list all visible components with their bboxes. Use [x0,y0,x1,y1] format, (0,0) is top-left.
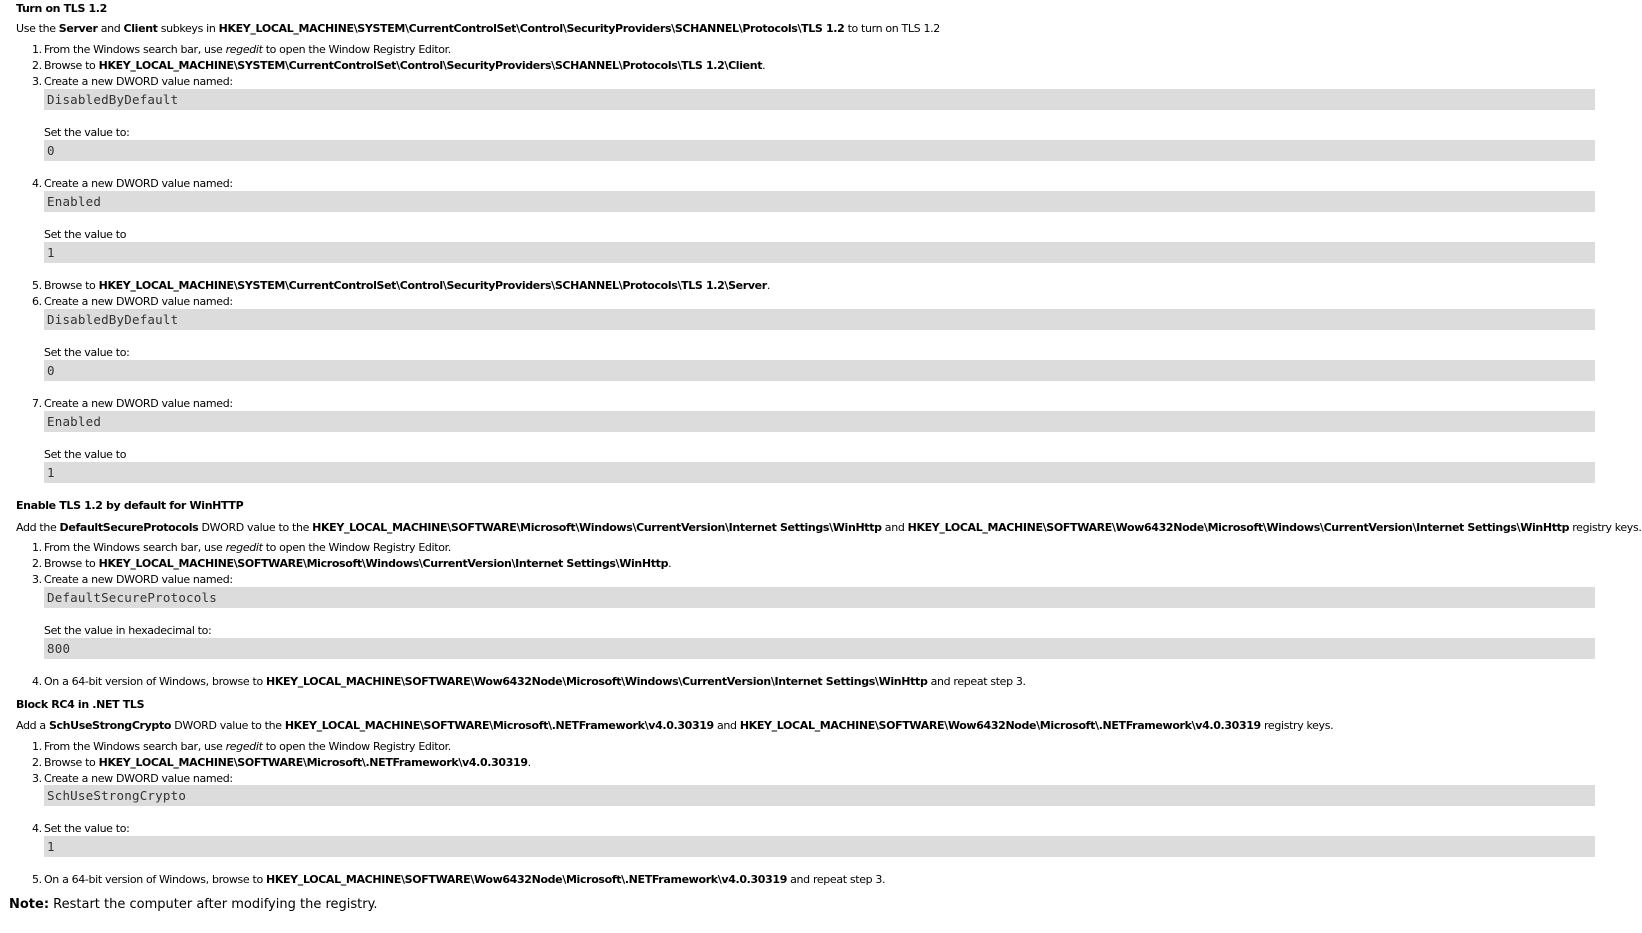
list-item: 2. Browse to HKEY_LOCAL_MACHINE\SOFTWARE\Microsoft\.NETFramework\v4.0.30319. [32,756,531,769]
list-item: 3. Create a new DWORD value named: [32,573,233,586]
note [9,897,378,913]
registry-path: HKEY_LOCAL_MACHINE\SOFTWARE\Microsoft\Windows\CurrentVersion\Internet Settings\WinHttp [312,521,882,534]
registry-path: HKEY_LOCAL_MACHINE\SOFTWARE\Microsoft\.NETFramework\v4.0.30319 [284,719,714,732]
code-block[interactable]: 800 [44,638,1595,659]
section-intro-rc4: Add a SchUseStrongCrypto DWORD value to the HKEY_LOCAL_MACHINE\SOFTWARE\Microsoft\.NETFramework\v4.0.30319 and HKEY_LOCAL_MACHINE\SOFTWARE\Wow6432Node\Microsoft\.NETFramework\v4.0.30319 registry keys. [16,719,1334,732]
code-block[interactable]: 0 [44,140,1595,161]
code-block[interactable]: Enabled [44,411,1595,432]
set-value-label: Set the value to [44,228,127,241]
list-item: 5. On a 64-bit version of Windows, browse to HKEY_LOCAL_MACHINE\SOFTWARE\Wow6432Node\Microsoft\.NETFramework\v4.0.30319 and repeat step 3. [32,873,886,886]
note-text: Restart the computer after modifying the registry. [49,897,378,912]
code-block[interactable]: 0 [44,360,1595,381]
section-heading-winhttp: Enable TLS 1.2 by default for WinHTTP [16,499,244,512]
list-item: 4. On a 64-bit version of Windows, browse to HKEY_LOCAL_MACHINE\SOFTWARE\Wow6432Node\Microsoft\Windows\CurrentVersion\Internet Settings\WinHttp and repeat step 3. [32,675,1026,688]
list-item: 4. Create a new DWORD value named: [32,177,233,190]
code-block[interactable]: DefaultSecureProtocols [44,587,1595,608]
registry-path: HKEY_LOCAL_MACHINE\SOFTWARE\Wow6432Node\Microsoft\Windows\CurrentVersion\Internet Settings\WinHttp [907,521,1570,534]
list-item: 3. Create a new DWORD value named: [32,75,233,88]
set-value-label: Set the value to: [44,346,130,359]
code-block[interactable]: Enabled [44,191,1595,212]
registry-path: HKEY_LOCAL_MACHINE\SOFTWARE\Wow6432Node\Microsoft\Windows\CurrentVersion\Internet Settings\WinHttp [265,675,928,688]
section-intro-winhttp: Add the DefaultSecureProtocols DWORD value to the HKEY_LOCAL_MACHINE\SOFTWARE\Microsoft\Windows\CurrentVersion\Internet Settings\WinHttp and HKEY_LOCAL_MACHINE\SOFTWARE\Wow6432Node\Microsoft\Windows\CurrentVersion\Internet Settings\WinHttp registry keys. [16,521,1642,534]
registry-path: HKEY_LOCAL_MACHINE\SYSTEM\CurrentControlSet\Control\SecurityProviders\SCHANNEL\Protocols\TLS 1.2\Server [98,279,767,292]
list-item: 1. From the Windows search bar, use regedit to open the Window Registry Editor. [32,740,451,753]
code-block[interactable]: SchUseStrongCrypto [44,785,1595,806]
list-item: 6. Create a new DWORD value named: [32,295,233,308]
set-value-label: Set the value in hexadecimal to: [44,624,212,637]
list-item: 5. Browse to HKEY_LOCAL_MACHINE\SYSTEM\CurrentControlSet\Control\SecurityProviders\SCHANNEL\Protocols\TLS 1.2\Server. [32,279,770,292]
list-item: 3. Create a new DWORD value named: [32,772,233,785]
list-item: 2. Browse to HKEY_LOCAL_MACHINE\SYSTEM\CurrentControlSet\Control\SecurityProviders\SCHANNEL\Protocols\TLS 1.2\Client. [32,59,766,72]
list-item: 2. Browse to HKEY_LOCAL_MACHINE\SOFTWARE\Microsoft\Windows\CurrentVersion\Internet Settings\WinHttp. [32,557,672,570]
list-item: 1. From the Windows search bar, use regedit to open the Window Registry Editor. [32,43,451,56]
registry-path: HKEY_LOCAL_MACHINE\SOFTWARE\Wow6432Node\Microsoft\.NETFramework\v4.0.30319 [265,873,788,886]
section-heading-rc4: Block RC4 in .NET TLS [16,698,145,711]
set-value-label: Set the value to [44,448,127,461]
registry-path: HKEY_LOCAL_MACHINE\SOFTWARE\Wow6432Node\Microsoft\.NETFramework\v4.0.30319 [739,719,1261,732]
code-block[interactable]: 1 [44,462,1595,483]
list-item: 4. Set the value to: [32,822,130,835]
note-label: Note: [9,897,50,912]
registry-path: HKEY_LOCAL_MACHINE\SOFTWARE\Microsoft\Windows\CurrentVersion\Internet Settings\WinHttp [98,557,669,570]
code-block[interactable]: 1 [44,836,1595,857]
registry-path: HKEY_LOCAL_MACHINE\SYSTEM\CurrentControlSet\Control\SecurityProviders\SCHANNEL\Protocols\TLS 1.2 [218,22,845,35]
registry-path: HKEY_LOCAL_MACHINE\SYSTEM\CurrentControlSet\Control\SecurityProviders\SCHANNEL\Protocols\TLS 1.2\Client [98,59,763,72]
section-intro-tls12: Use the Server and Client subkeys in HKEY_LOCAL_MACHINE\SYSTEM\CurrentControlSet\Control\SecurityProviders\SCHANNEL\Protocols\TLS 1.2 to turn on TLS 1.2 [16,22,940,35]
list-item: 1. From the Windows search bar, use regedit to open the Window Registry Editor. [32,541,451,554]
code-block[interactable]: DisabledByDefault [44,309,1595,330]
code-block[interactable]: 1 [44,242,1595,263]
list-item: 7. Create a new DWORD value named: [32,397,233,410]
set-value-label: Set the value to: [44,126,130,139]
code-block[interactable]: DisabledByDefault [44,89,1595,110]
section-heading-tls12: Turn on TLS 1.2 [16,2,107,15]
registry-path: HKEY_LOCAL_MACHINE\SOFTWARE\Microsoft\.NETFramework\v4.0.30319 [98,756,528,769]
